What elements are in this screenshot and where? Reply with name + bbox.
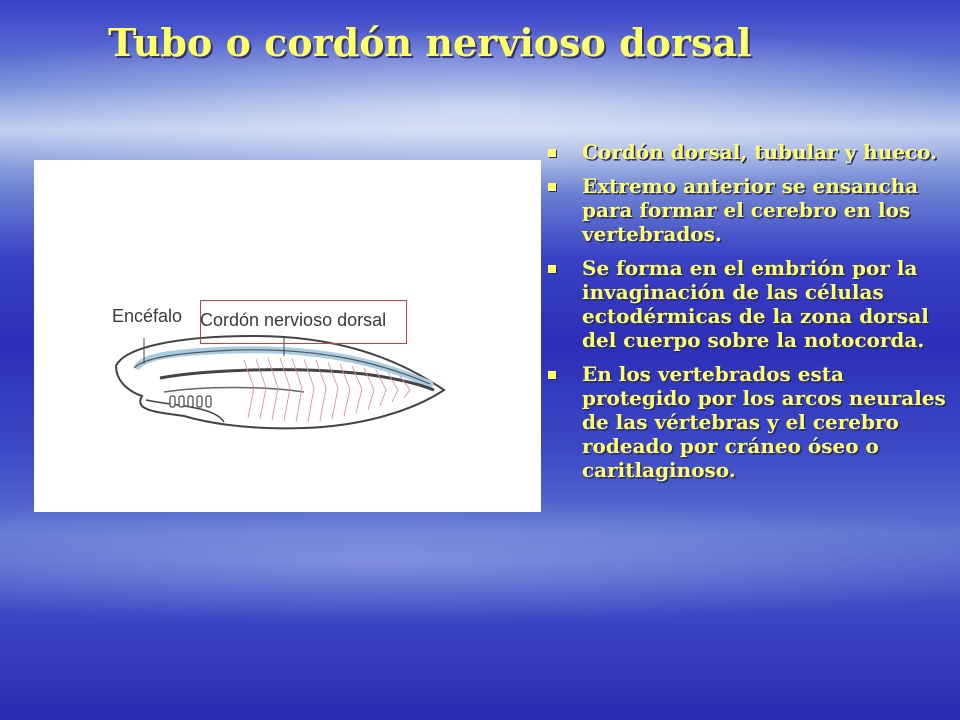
- bullet-list: [548, 140, 953, 492]
- list-item: [548, 256, 953, 352]
- bullet-text: Cordón dorsal, tubular y hueco.: [582, 140, 938, 164]
- square-bullet-icon: [548, 149, 556, 157]
- slide-title: Tubo o cordón nervioso dorsal: [108, 20, 752, 65]
- bullet-text: En los vertebrados esta protegido por los arcos neurales de las vértebras y el cerebro rodeado por cráneo óseo o caritlaginoso.: [582, 362, 946, 482]
- bullet-text: Se forma en el embrión por la invaginación de las células ectodérmicas de la zona dorsal del cuerpo sobre la notocorda.: [582, 256, 929, 352]
- square-bullet-icon: [548, 183, 556, 191]
- list-item: [548, 362, 953, 482]
- bullet-text: Extremo anterior se ensancha para formar el cerebro en los vertebrados.: [582, 174, 919, 246]
- list-item: [548, 174, 953, 246]
- square-bullet-icon: [548, 265, 556, 273]
- nerve-cord-label: Cordón nervioso dorsal: [200, 310, 387, 330]
- list-item: [548, 140, 953, 164]
- encephalon-label: Encéfalo: [112, 306, 183, 326]
- chordate-diagram: [34, 160, 541, 512]
- square-bullet-icon: [548, 371, 556, 379]
